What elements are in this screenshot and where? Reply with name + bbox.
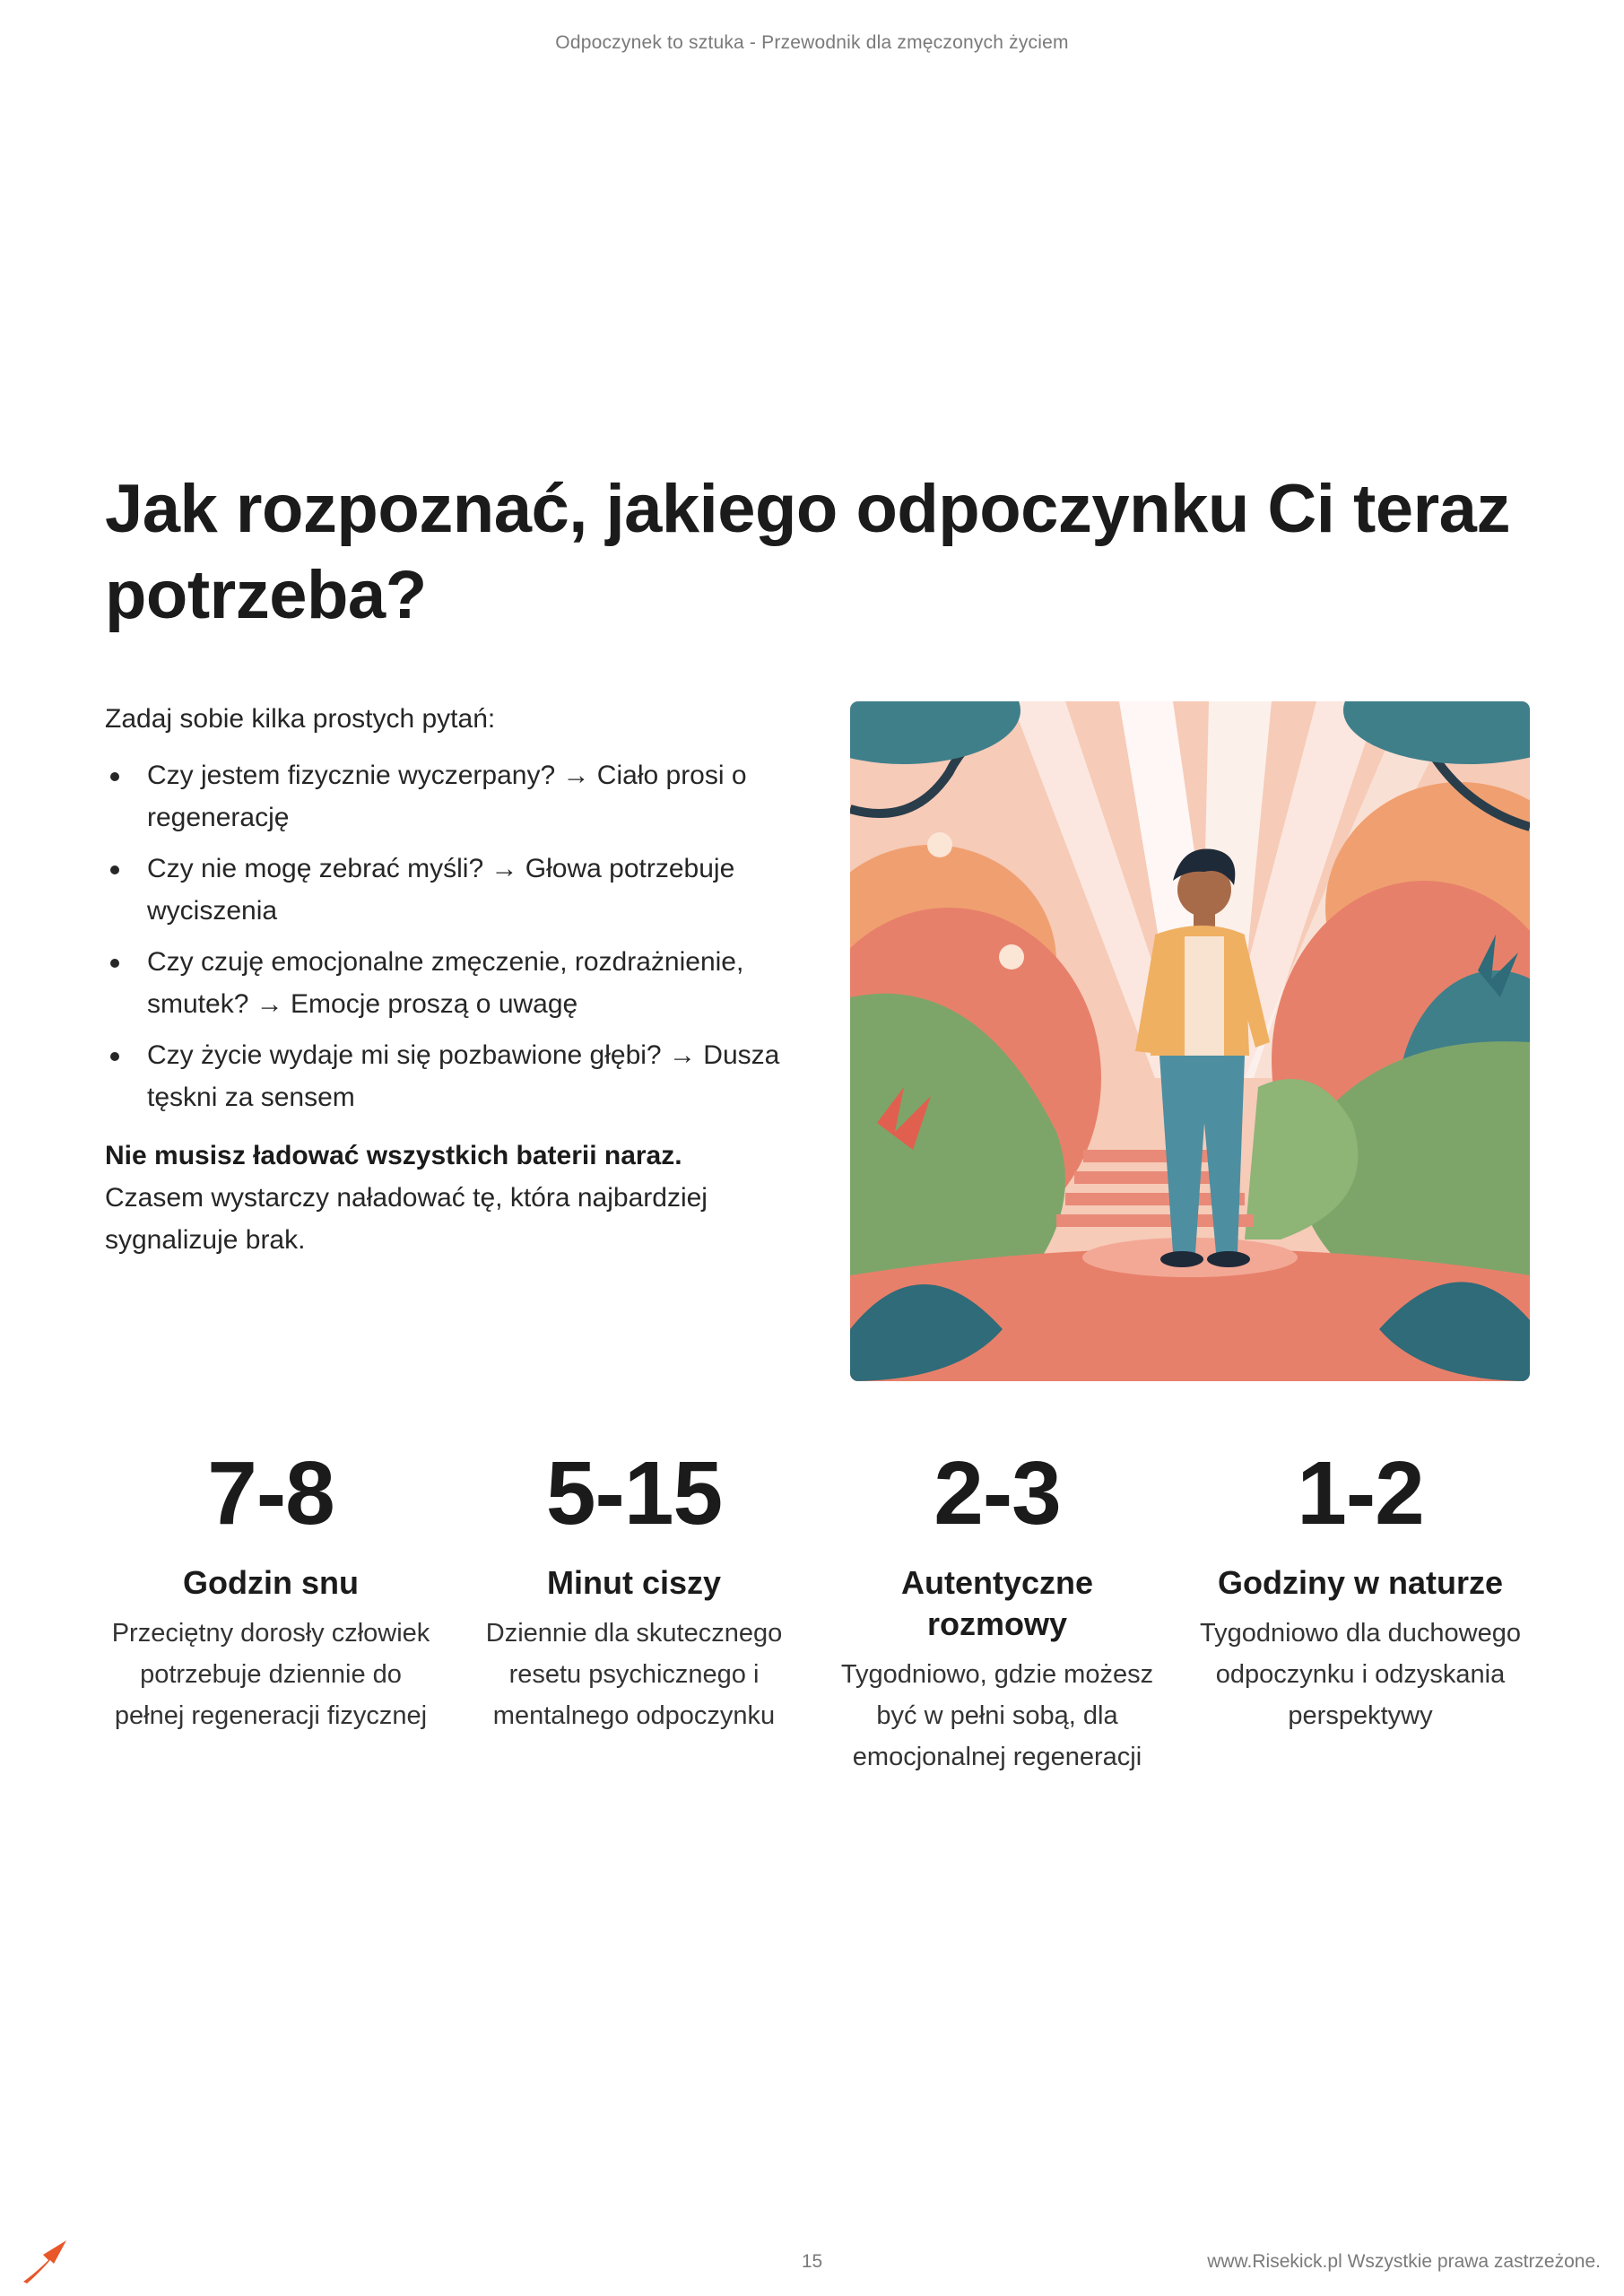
questions-list (105, 754, 786, 1118)
stat-label: Minut ciszy (546, 1564, 722, 1601)
stat-value: 2-3 (934, 1443, 1061, 1544)
running-header: Odpoczynek to sztuka - Przewodnik dla zmęczonych życiem (555, 32, 1069, 53)
stat-description: Tygodniowo, gdzie możesz być w pełni sobą, dla emocjonalnej regeneracji (840, 1660, 1154, 1771)
question-text: Czy czuję emocjonalne zmęczenie, rozdrażnienie, smutek? → Emocje proszą o uwagę (147, 947, 744, 1019)
page-title: Jak rozpoznać, jakiego odpoczynku Ci teraz potrzeba? (105, 471, 1510, 633)
bullet-icon (110, 865, 119, 874)
bullet-icon (110, 1052, 119, 1061)
stat-label: Godziny w naturze (1217, 1564, 1504, 1601)
questions-section (105, 698, 786, 1261)
stat-label: Godzin snu (183, 1564, 359, 1601)
intro-text: Zadaj sobie kilka prostych pytań: (105, 704, 496, 734)
stats-section (105, 1435, 1522, 1848)
stat-conversations (831, 1435, 1163, 1778)
forest-illustration (850, 701, 1530, 1381)
stat-value: 1-2 (1297, 1443, 1424, 1544)
question-text: Czy życie wydaje mi się pozbawione głębi? → Dusza tęskni za sensem (147, 1040, 780, 1112)
copyright-notice: www.Risekick.pl Wszystkie prawa zastrzeżone. (1207, 2251, 1601, 2272)
closing-paragraph (105, 1135, 786, 1261)
list-item (105, 941, 786, 1025)
closing-text: Czasem wystarczy naładować tę, która najbardziej sygnalizuje brak. (105, 1183, 708, 1255)
closing-bold: Nie musisz ładować wszystkich baterii naraz. (105, 1141, 682, 1170)
stat-description: Przeciętny dorosły człowiek potrzebuje dziennie do pełnej regeneracji fizycznej (111, 1619, 430, 1730)
stat-sleep (105, 1435, 437, 1736)
stat-value: 7-8 (207, 1443, 334, 1544)
question-text: Czy nie mogę zebrać myśli? → Głowa potrzebuje wyciszenia (147, 854, 735, 926)
bullet-icon (110, 959, 119, 968)
stat-value: 5-15 (545, 1443, 723, 1544)
question-text: Czy jestem fizycznie wyczerpany? → Ciało prosi o regenerację (147, 761, 747, 832)
bullet-icon (110, 772, 119, 781)
list-item (105, 848, 786, 932)
page-number: 15 (801, 2251, 823, 2272)
stat-silence (468, 1435, 800, 1736)
stat-description: Tygodniowo dla duchowego odpoczynku i odzyskania perspektywy (1200, 1619, 1521, 1730)
list-item (105, 754, 786, 839)
list-item (105, 1034, 786, 1118)
stat-description: Dziennie dla skutecznego resetu psychicznego i mentalnego odpoczynku (485, 1619, 783, 1730)
person-in-forest-image (850, 701, 1530, 1381)
stat-label: Autentyczne rozmowy (900, 1564, 1094, 1642)
stat-nature (1194, 1435, 1526, 1736)
